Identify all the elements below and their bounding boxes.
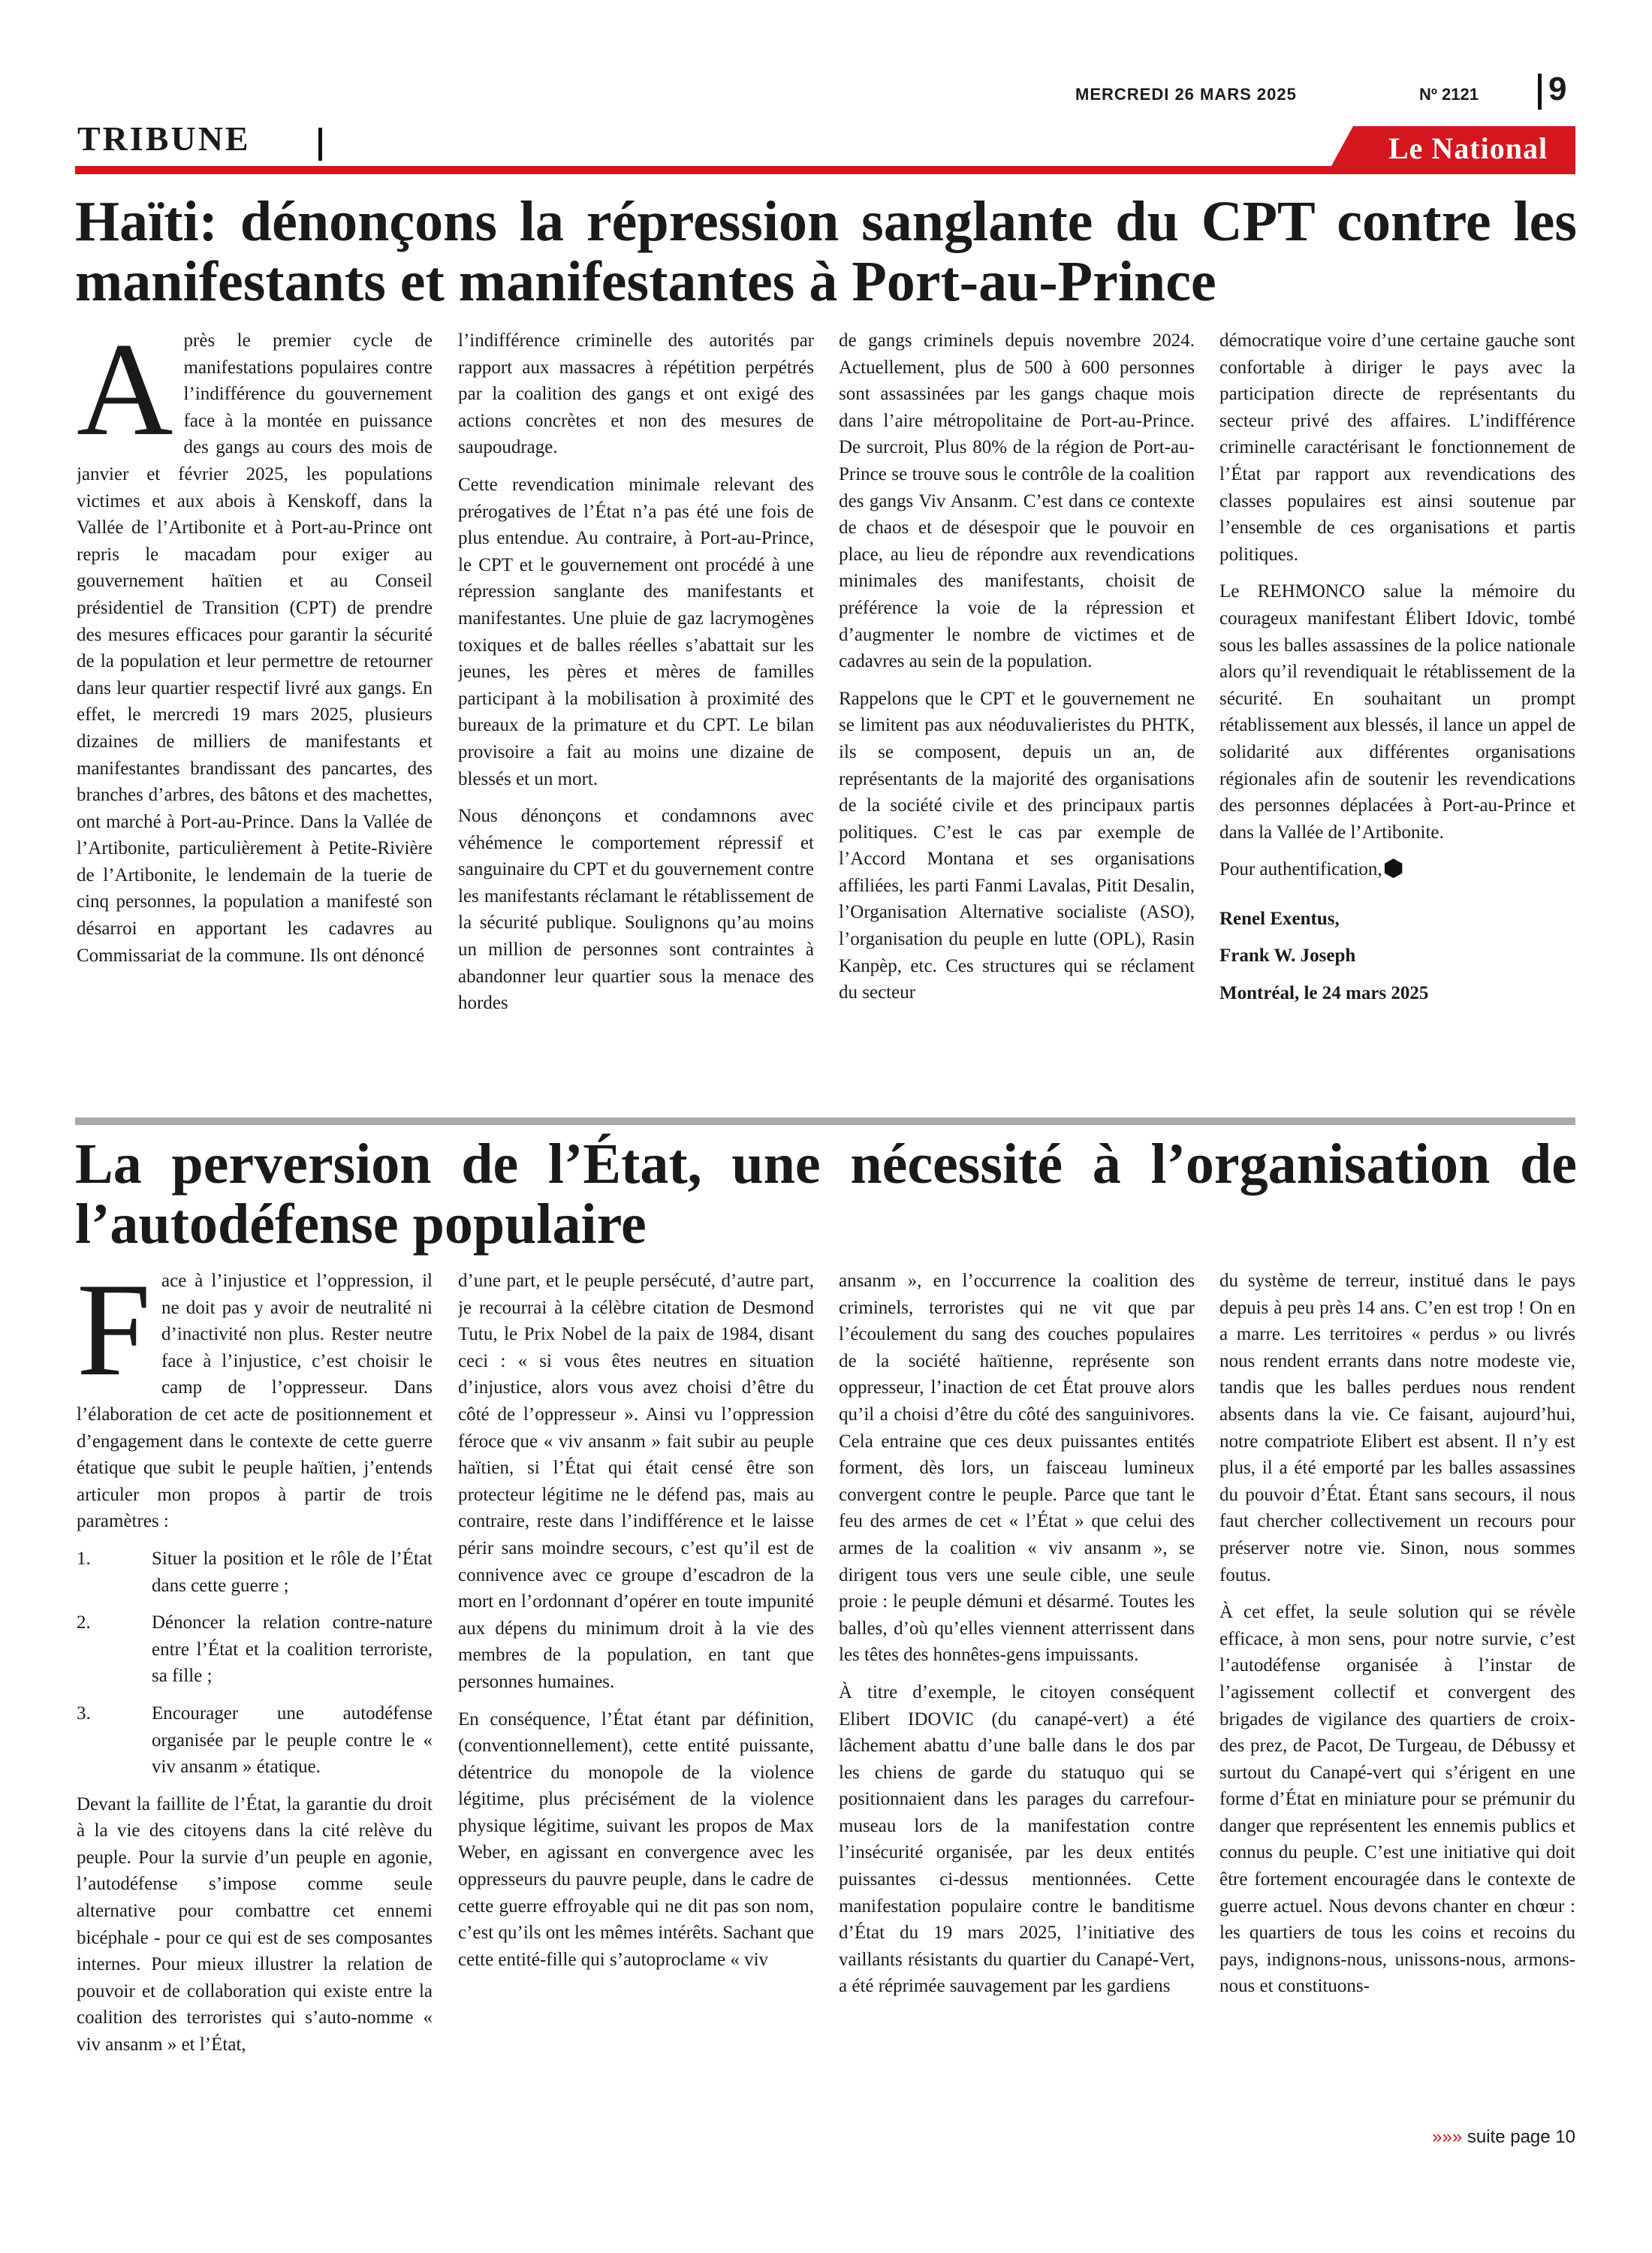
article2-column-2 bbox=[458, 1268, 814, 2105]
article1-dropcap: A bbox=[77, 327, 173, 463]
article1-column-4 bbox=[1219, 327, 1575, 1108]
continued-arrows-icon: »»» bbox=[1432, 2127, 1463, 2147]
page-number-separator bbox=[1538, 74, 1542, 110]
article1-column-2 bbox=[458, 327, 814, 1108]
article2-paragraph: d’une part, et le peuple persécuté, d’autre part, je recourrai à la célèbre citation de Desmond Tutu, le Prix Nobel de la paix de 1984, disant ceci : « si vous êtes neutres en situation d’injustice, alors vous avez choisi d’être du côté de l’oppresseur ». Ainsi vu l’oppression féroce que « viv ansanm » fait subir au peuple haïtien, si l’État qui était censé être son protecteur légitime ne le défend pas, mais au contraire, reste dans l’indifférence et le laisse périr sans moindre secours, c’est qu’il est de connivence avec ce groupe d’escadron de la mort en l’ordonnant d’opérer en toute impunité aux dépens du minimum droit à la vie des membres de la population, en tant que personnes humaines. bbox=[458, 1271, 814, 1692]
article1-paragraph-text: près le premier cycle de manifestations populaires contre l’indifférence du gouvernement face à la montée en puissance des gangs au cours des mois de janvier et février 2025, les populations victimes et aux abois à Kenskoff, dans la Vallée de l’Artibonite et à Port-au-Prince ont repris le macadam pour exiger au gouvernement haïtien et au Conseil présidentiel de Transition (CPT) de prendre des mesures efficaces pour garantir la sécurité de la population et leur permettre de retourner dans leur quartier respectif livré aux gangs. En effet, le mercredi 19 mars 2025, plusieurs dizaines de milliers de manifestants et manifestantes brandissant des pancartes, des branches d’arbres, des bâtons et des machettes, ont marché à Port-au-Prince. Dans la Vallée de l’Artibonite, particulièrement à Petite-Rivière de l’Artibonite, le lendemain de la tuerie de cinq personnes, la population a manifesté son désarroi en apportant les cadavres au Commissariat de la commune. Ils ont dénoncé bbox=[77, 330, 433, 966]
list-text: Dénoncer la relation contre-nature entre l’État et la coalition terroriste, sa fille ; bbox=[152, 1612, 433, 1687]
article2-paragraph: À titre d’exemple, le citoyen conséquent Elibert IDOVIC (du canapé-vert) a été lâchement abattu d’une balle dans le dos par les chiens de garde du statuquo qui se positionnaient dans les parages du carrefour-museau lors de la manifestation contre l’insécurité organisée, par les deux entités puissantes ci-dessus mentionnées. Cette manifestation populaire contre le banditisme d’État du 19 mars 2025, l’initiative des vaillants résistants du quartier du Canapé-Vert, a été réprimée sauvagement par les gardiens bbox=[839, 1681, 1195, 1997]
article1-paragraph: démocratique voire d’une certaine gauche sont confortable à diriger le pays avec la participation directe de représentants du secteur privé des affaires. L’indifférence criminelle caractérisant le fonctionnement de l’État par rapport aux revendications des classes populaires est ainsi soutenue par l’ensemble de ces organisations et partis politiques. bbox=[1219, 330, 1575, 565]
article-divider bbox=[75, 1117, 1575, 1125]
list-item bbox=[77, 1546, 433, 1599]
list-text: Encourager une autodéfense organisée par le peuple contre le « viv ansanm » étatique. bbox=[152, 1703, 433, 1778]
article1-paragraph: Cette revendication minimale relevant des prérogatives de l’État n’a pas été une fois de plus entendue. Au contraire, à Port-au-Prince, le CPT et le gouvernement ont procédé à une répression sanglante des manifestants et manifestantes. Une pluie de gaz lacrymogènes toxiques et de balles réelles s’abattait sur les jeunes, les pères et mères de familles participant à la mobilisation à proximité des bureaux de la primature et du CPT. Le bilan provisoire a fait au moins une dizaine de blessés et un mort. bbox=[458, 474, 814, 789]
signature-place-date: Montréal, le 24 mars 2025 bbox=[1219, 983, 1429, 1004]
section-label: TRIBUNE bbox=[77, 119, 251, 158]
issue-date: MERCREDI 26 MARS 2025 bbox=[1075, 85, 1297, 104]
article2-column-4 bbox=[1219, 1268, 1575, 2105]
article2-column-1 bbox=[77, 1268, 433, 2105]
header-rule bbox=[75, 166, 1575, 174]
list-number: 1. bbox=[77, 1548, 91, 1569]
list-number: 3. bbox=[77, 1703, 91, 1724]
article1-column-1 bbox=[77, 327, 433, 1108]
article1-title: Haïti: dénonçons la répression sanglante du CPT contre les manifestants et manifestantes à Port-au-Prince bbox=[75, 190, 1577, 313]
article1-paragraph: Rappelons que le CPT et le gouvernement ne se limitent pas aux néoduvalieristes du PHTK, ils se composent, depuis un an, de représentants de la majorité des organisations de la société civile et des principaux partis politiques. C’est le cas par exemple de l’Accord Montana et ses organisations affiliées, les parti Fanmi Lavalas, Pitit Desalin, l’Organisation Alternative socialiste (ASO), l’organisation du peuple en lutte (OPL), Rasin Kanpèp, etc. Ces structures qui se réclament du secteur bbox=[839, 688, 1195, 1003]
continued-label: suite page 10 bbox=[1467, 2127, 1575, 2147]
article2-paragraph: À cet effet, la seule solution qui se révèle efficace, à mon sens, pour notre survie, c’est l’autodéfense organisée à l’instar de l’agissement collectif et convergent des brigades de vigilance des quartiers de croix-des prez, de Pacot, De Turgeau, de Débussy et surtout du Canapé-vert qui s’érigent en une forme d’État en miniature pour se prémunir du danger que représentent les ennemis publics et connus du peuple. C’est une initiative qui doit être fortement encouragée dans le contexte de guerre actuel. Nous devons chanter en chœur : les quartiers de tous les coins et recoins du pays, indignons-nous, unissons-nous, armons-nous et constituons- bbox=[1219, 1602, 1575, 1997]
article2-column-3 bbox=[839, 1268, 1195, 2105]
issue-number: Nº 2121 bbox=[1419, 85, 1479, 104]
article2-paragraph: ansanm », en l’occurrence la coalition des criminels, terroristes qui ne vit que par l’écoulement du sang des couches populaires de la société haïtienne, représente son oppresseur, l’inaction de cet État prouve alors qu’il a choisi d’être du côté des sanguinivores. Cela entraine que ces deux puissantes entités forment, dès lors, un faisceau lumineux convergent contre le peuple. Parce que tant le feu des armes de cet « l’État » que celui des armes de la coalition « viv ansanm », se dirigent tous vers une seule cible, une seule proie : le peuple démuni et désarmé. Toutes les balles, d’où qu’elles viennent atterrissent dans les têtes des honnêtes-gens impuissants. bbox=[839, 1271, 1195, 1666]
article2-dropcap: F bbox=[77, 1268, 151, 1404]
list-item bbox=[77, 1609, 433, 1690]
article1-paragraph: Le REHMONCO salue la mémoire du courageux manifestant Élibert Idovic, tombé sous les balles assassines de la police nationale alors qu’il revendiquait le rétablissement de la sécurité. En souhaitant un prompt rétablissement aux blessés, il lance un appel de solidarité aux différentes organisations régionales afin de soutenir les revendications des personnes déplacées à Port-au-Prince et dans la Vallée de l’Artibonite. bbox=[1219, 581, 1575, 843]
auth-line bbox=[1219, 856, 1575, 883]
article1-paragraph: Nous dénonçons et condamnons avec véhémence le comportement répressif et sanguinaire du CPT et du gouvernement contre les manifestants réclamant le rétablissement de la sécurité publique. Soulignons qu’au moins un million de personnes sont contraintes à abandonner leur quartier sous la menace des hordes bbox=[458, 806, 814, 1014]
article1-paragraph: l’indifférence criminelle des autorités par rapport aux massacres à répétition perpétrés par la coalition des gangs et ont exigé des actions concrètes et non des mesures de saupoudrage. bbox=[458, 330, 814, 458]
continued-link[interactable] bbox=[1374, 2127, 1575, 2148]
page-number: 9 bbox=[1548, 71, 1567, 107]
list-text: Situer la position et le rôle de l’État dans cette guerre ; bbox=[152, 1548, 433, 1596]
article2-paragraph: En conséquence, l’État étant par définition, (conventionnellement), cette entité puissante, détentrice du monopole de la violence légitime, plus précisément de la violence physique légitime, suivant les propos de Max Weber, en agissant en convergence avec les oppresseurs du pauvre peuple, dans le cadre de cette guerre effroyable qui ne dit pas son nom, c’est qu’ils ont les mêmes intérêts. Sachant que cette entité-fille qui s’autoproclame « viv bbox=[458, 1709, 814, 1970]
brand-logo: Le National bbox=[1388, 131, 1548, 165]
article2-paragraph bbox=[77, 1268, 433, 1535]
article1-column-3 bbox=[839, 327, 1195, 1108]
signature-block bbox=[1219, 906, 1575, 1007]
article2-paragraph: Devant la faillite de l’État, la garantie du droit à la vie des citoyens dans la cité relève du peuple. Pour la survie d’un peuple en agonie, l’autodéfense s’impose comme seule alternative pour combattre cet ennemi bicéphale - pour ce qui est de ses composantes internes. Pour mieux illustrer la relation de pouvoir et de collaboration qui existe entre la coalition des terroristes qui s’auto-nomme « viv ansanm » et l’État, bbox=[77, 1793, 433, 2055]
article2-paragraph-text: ace à l’injustice et l’oppression, il ne doit pas y avoir de neutralité ni d’inactivité non plus. Rester neutre face à l’injustice, c’est choisir le camp de l’oppresseur. Dans l’élaboration de cet acte de positionnement et d’engagement dans le contexte de cette guerre étatique que subit le peuple haïtien, j’entends articuler mon propos à partir de trois paramètres : bbox=[77, 1271, 433, 1532]
section-separator bbox=[318, 128, 322, 161]
hexagon-icon bbox=[1384, 858, 1403, 878]
list-item bbox=[77, 1700, 433, 1781]
article2-paragraph: du système de terreur, institué dans le pays depuis à peu près 14 ans. C’en est trop ! On en a marre. Les territoires « perdus » ou livrés nous rendent errants dans notre modeste vie, tandis que les balles perdues nous rendent absents dans la vie. Ce faisant, aujourd’hui, notre compatriote Elibert est absent. Il n’y est plus, il a été emporté par les balles assassines du pouvoir d’État. Étant sans secours, il nous faut chercher collectivement un recours pour préserver notre vie. Sinon, nous sommes foutus. bbox=[1219, 1271, 1575, 1585]
article1-paragraph: de gangs criminels depuis novembre 2024. Actuellement, plus de 500 à 600 personnes sont assassinées par les gangs chaque mois dans l’aire métropolitaine de Port-au-Prince. De surcroit, Plus 80% de la région de Port-au-Prince se trouve sous le contrôle de la coalition des gangs Viv Ansanm. C’est dans ce contexte de chaos et de désespoir que le pouvoir en place, au lieu de répondre aux revendications minimales des manifestants, choisit de préférence la voie de la répression et d’augmenter le nombre de victimes et de cadavres au sein de la population. bbox=[839, 330, 1195, 672]
signature-author-1: Renel Exentus, bbox=[1219, 908, 1340, 929]
auth-text: Pour authentification, bbox=[1219, 859, 1382, 880]
signature-author-2: Frank W. Joseph bbox=[1219, 946, 1356, 967]
list-number: 2. bbox=[77, 1612, 91, 1633]
article2-title: La perversion de l’État, une nécessité à l’organisation de l’autodéfense populaire bbox=[75, 1133, 1577, 1256]
article1-paragraph bbox=[77, 327, 433, 969]
